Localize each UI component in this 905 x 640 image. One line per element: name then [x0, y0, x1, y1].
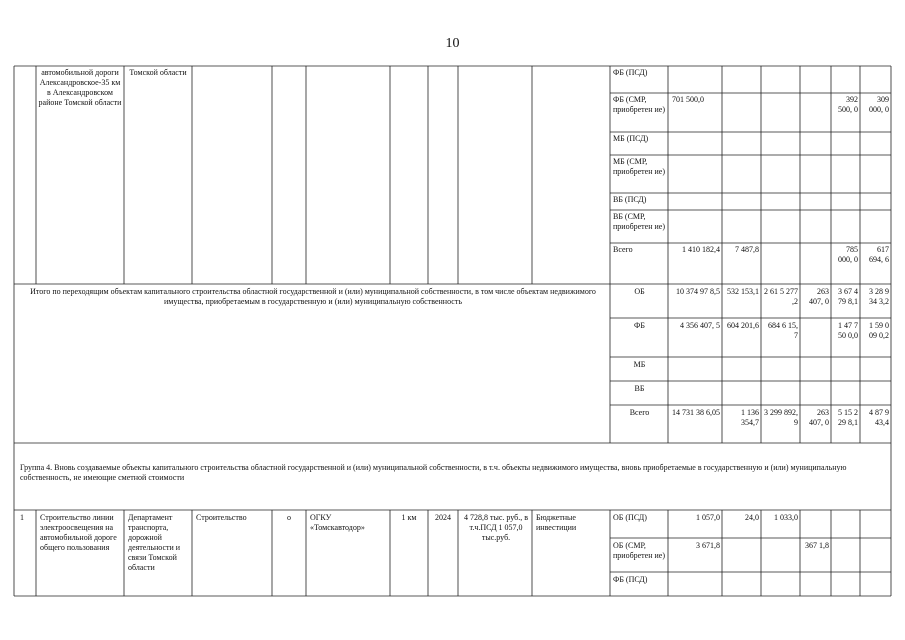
value-2025: 1 033,0 — [774, 513, 798, 522]
value-2025: 684 6 15, 7 — [768, 321, 798, 340]
investment-type: Бюджетные инвестиции — [536, 513, 577, 532]
total-value: 3 671,8 — [696, 541, 720, 550]
total-value: 10 374 97 8,5 — [676, 287, 720, 296]
work-type: Строительство — [196, 513, 247, 522]
value-2028: 309 000, 0 — [869, 95, 889, 114]
source-label: ФБ (СМР, приобретен ие) — [613, 95, 666, 114]
object-name: автомобильной дороги Александровское-35 км в Александровском районе Томской области — [38, 68, 122, 107]
value-2027: 785 000, 0 — [838, 245, 858, 264]
source-label: МБ (ПСД) — [613, 134, 649, 143]
value-2026: 263 407, 0 — [809, 408, 829, 427]
value-2024: 7 487,8 — [735, 245, 759, 254]
summary-label: Итого по переходящим объектам капитального строительства областной государственной и (или) муниципальной собственности, в том числе объектам недвижимого имущества, приобретаемым в государственную и (или) муниципальную собственность — [30, 287, 596, 306]
year: 2024 — [435, 513, 451, 522]
value-2026: 367 1,8 — [805, 541, 829, 550]
source-label: МБ (СМР, приобретен ие) — [613, 157, 666, 176]
total-value: 14 731 38 6,05 — [672, 408, 720, 417]
value-2025: 3 299 892, 9 — [764, 408, 798, 427]
total-value: 1 410 182,4 — [682, 245, 720, 254]
source-label: Всего — [629, 408, 650, 417]
source-label: МБ — [633, 360, 646, 369]
object-name: Строительство линии электроосвещения на автомобильной дороге общего пользования — [40, 513, 117, 552]
source-label: ОБ (ПСД) — [613, 513, 647, 522]
capacity: 1 км — [401, 513, 417, 522]
source-label: ВБ (ПСД) — [613, 195, 647, 204]
value-2024: 1 136 354,7 — [741, 408, 759, 427]
source-label: ФБ (ПСД) — [613, 575, 648, 584]
value-2028: 3 28 9 34 3,2 — [869, 287, 889, 306]
page-number: 10 — [445, 36, 460, 51]
value-2027: 392 500, 0 — [838, 95, 858, 114]
group4-heading: Группа 4. Вновь создаваемые объекты капитального строительства областной государственной и (или) муниципальной собственности, в т.ч. объекты недвижимого имущества, вновь приобретаемые в государственную и (или) муниципальную собственность, не имеющие сметной стоимости — [20, 463, 847, 482]
cost-estimate: 4 728,8 тыс. руб., в т.ч.ПСД 1 057,0 тыс.руб. — [463, 513, 529, 542]
value-2027: 1 47 7 50 0,0 — [838, 321, 858, 340]
value-2028: 1 59 0 09 0,2 — [869, 321, 889, 340]
customer-name: Департамент транспорта, дорожной деятельности и связи Томской области — [128, 513, 181, 572]
total-value: 1 057,0 — [696, 513, 720, 522]
total-value: 701 500,0 — [672, 95, 704, 104]
value-2024: 24,0 — [745, 513, 759, 522]
source-label: ФБ — [634, 321, 645, 330]
value-2024: 604 201,6 — [727, 321, 759, 330]
value-2028: 617 694, 6 — [869, 245, 889, 264]
customer-name: Томской области — [129, 68, 187, 77]
value-2026: 263 407, 0 — [809, 287, 829, 306]
source-label: ОБ (СМР, приобретен ие) — [613, 541, 666, 560]
source-label: Всего — [613, 245, 633, 254]
value-2024: 532 153,1 — [727, 287, 759, 296]
value-2028: 4 87 9 43,4 — [869, 408, 889, 427]
source-label: ВБ (СМР, приобретен ие) — [613, 212, 666, 231]
source-label: ОБ — [634, 287, 645, 296]
source-label: ФБ (ПСД) — [613, 68, 648, 77]
row-number: 1 — [20, 513, 24, 522]
value-2027: 5 15 2 29 8,1 — [838, 408, 858, 427]
value-2025: 2 61 5 277 ,2 — [764, 287, 798, 306]
total-value: 4 356 407, 5 — [680, 321, 720, 330]
source-label: ВБ — [634, 384, 645, 393]
value-2027: 3 67 4 79 8,1 — [838, 287, 858, 306]
builder-name: ОГКУ «Томскавтодор» — [310, 513, 365, 532]
ownership-code: о — [287, 513, 291, 522]
